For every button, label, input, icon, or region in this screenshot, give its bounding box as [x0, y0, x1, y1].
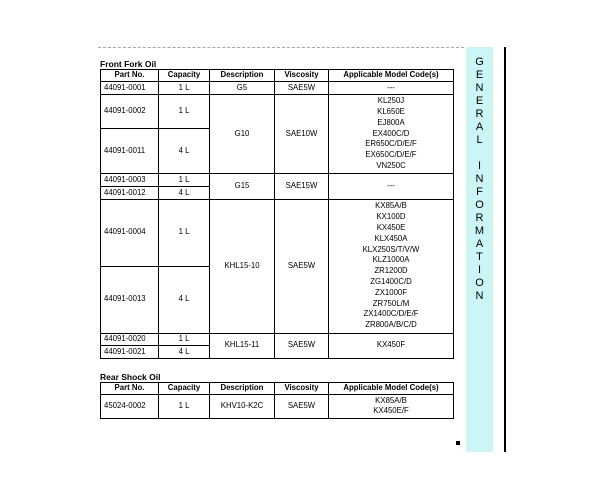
tab-letter: O	[475, 199, 484, 211]
capacity-cell: 1 L	[159, 333, 210, 346]
tab-letter: L	[476, 134, 483, 146]
capacity-cell: 1 L	[159, 199, 210, 266]
table-row	[101, 333, 454, 346]
capacity-cell: 4 L	[159, 187, 210, 200]
model-code: KLX250S/T/V/W	[362, 244, 420, 254]
front-fork-title: Front Fork Oil	[100, 59, 157, 69]
rear-shock-table	[100, 382, 454, 419]
capacity-cell: 4 L	[159, 346, 210, 359]
models-cell	[329, 199, 454, 333]
tab-letter: N	[475, 82, 484, 94]
viscosity-cell: SAE5W	[275, 333, 329, 359]
model-code: KLX450A	[374, 233, 408, 243]
tab-letter: G	[475, 56, 484, 68]
header-description: Description	[210, 70, 275, 82]
part-number-cell: 44091-0004	[101, 199, 159, 266]
tab-letter: N	[475, 173, 484, 185]
model-code: ZX1000F	[374, 287, 408, 297]
part-number-cell: 45024-0002	[101, 395, 159, 419]
header-models: Applicable Model Code(s)	[329, 70, 454, 82]
capacity-cell: 4 L	[159, 129, 210, 174]
tab-letter: R	[475, 108, 484, 120]
top-dashed-rule	[98, 47, 464, 48]
header-viscosity: Viscosity	[275, 383, 329, 395]
description-cell: KHL15-11	[210, 333, 275, 359]
part-number-cell: 44091-0013	[101, 266, 159, 333]
tab-letter: E	[475, 95, 484, 107]
model-code: KL250J	[377, 96, 405, 106]
viscosity-cell: SAE10W	[275, 94, 329, 174]
header-part-no: Part No.	[101, 70, 159, 82]
part-number-cell: 44091-0001	[101, 82, 159, 95]
front-fork-table	[100, 69, 454, 359]
viscosity-cell: SAE5W	[275, 82, 329, 95]
capacity-cell: 4 L	[159, 266, 210, 333]
part-number-cell: 44091-0003	[101, 174, 159, 187]
part-number-cell: 44091-0021	[101, 346, 159, 359]
tab-letter: M	[474, 225, 485, 237]
tab-letter: F	[476, 186, 483, 198]
tab-letter	[466, 147, 493, 160]
part-number-cell: 44091-0012	[101, 187, 159, 200]
model-code: EX400C/D	[372, 128, 410, 138]
header-viscosity: Viscosity	[275, 70, 329, 82]
model-code: KX85A/B	[375, 201, 407, 211]
model-code: KX85A/B	[375, 395, 407, 405]
tab-letter: I	[477, 160, 482, 172]
table-row	[101, 82, 454, 95]
tab-letter: N	[475, 290, 484, 302]
model-code: EX650C/D/E/F	[365, 150, 417, 160]
general-information-tab	[466, 47, 493, 452]
model-code: KX450E/F	[373, 406, 409, 416]
viscosity-cell: SAE5W	[275, 395, 329, 419]
model-code: ZR1200D	[374, 266, 408, 276]
model-code: ZR750L/M	[372, 298, 410, 308]
model-code: ER650C/D/E/F	[365, 139, 417, 149]
model-code: KLZ1000A	[372, 255, 410, 265]
capacity-cell: 1 L	[159, 82, 210, 95]
header-description: Description	[210, 383, 275, 395]
tab-letter: A	[475, 121, 484, 133]
description-cell: G10	[210, 94, 275, 174]
tab-letter: A	[475, 238, 484, 250]
models-cell	[329, 395, 454, 419]
header-models: Applicable Model Code(s)	[329, 383, 454, 395]
table-row	[101, 395, 454, 419]
part-number-cell: 44091-0020	[101, 333, 159, 346]
model-code: ZX1400C/D/E/F	[363, 309, 419, 319]
model-code: ZR800A/B/C/D	[365, 320, 417, 330]
description-cell: KHV10-K2C	[210, 395, 275, 419]
description-cell: KHL15-10	[210, 199, 275, 333]
viscosity-cell: SAE15W	[275, 174, 329, 200]
part-number-cell: 44091-0002	[101, 94, 159, 128]
page-bullet	[456, 441, 460, 445]
model-code: ZG1400C/D	[370, 277, 412, 287]
header-row	[101, 383, 454, 395]
front-fork-body	[101, 82, 454, 359]
model-code: ---	[387, 181, 395, 191]
description-cell: G5	[210, 82, 275, 95]
tab-letter: E	[475, 69, 484, 81]
table-row	[101, 94, 454, 128]
models-cell	[329, 94, 454, 174]
model-code: KL650E	[377, 107, 405, 117]
tab-letter: I	[477, 264, 482, 276]
tab-letter: T	[476, 251, 483, 263]
model-code: KX100D	[376, 212, 406, 222]
header-part-no: Part No.	[101, 383, 159, 395]
model-code: EJ800A	[377, 117, 405, 127]
viscosity-cell: SAE5W	[275, 199, 329, 333]
model-code: KX450F	[376, 340, 406, 350]
part-number-cell: 44091-0011	[101, 129, 159, 174]
header-capacity: Capacity	[159, 70, 210, 82]
table-row	[101, 199, 454, 266]
rear-shock-title: Rear Shock Oil	[100, 372, 161, 383]
table-row	[101, 174, 454, 187]
capacity-cell: 1 L	[159, 395, 210, 419]
tab-letter: O	[475, 277, 484, 289]
header-row	[101, 70, 454, 82]
models-cell	[329, 82, 454, 95]
model-code: ---	[387, 82, 395, 92]
document-content	[100, 59, 455, 419]
model-code: KX450E	[376, 223, 406, 233]
description-cell: G15	[210, 174, 275, 200]
model-code: VN250C	[376, 161, 406, 171]
header-capacity: Capacity	[159, 383, 210, 395]
models-cell	[329, 174, 454, 200]
vertical-rule	[504, 47, 506, 452]
capacity-cell: 1 L	[159, 94, 210, 128]
rear-shock-body	[101, 395, 454, 419]
models-cell	[329, 333, 454, 359]
tab-letter: R	[475, 212, 484, 224]
capacity-cell: 1 L	[159, 174, 210, 187]
tab-label	[466, 56, 493, 303]
